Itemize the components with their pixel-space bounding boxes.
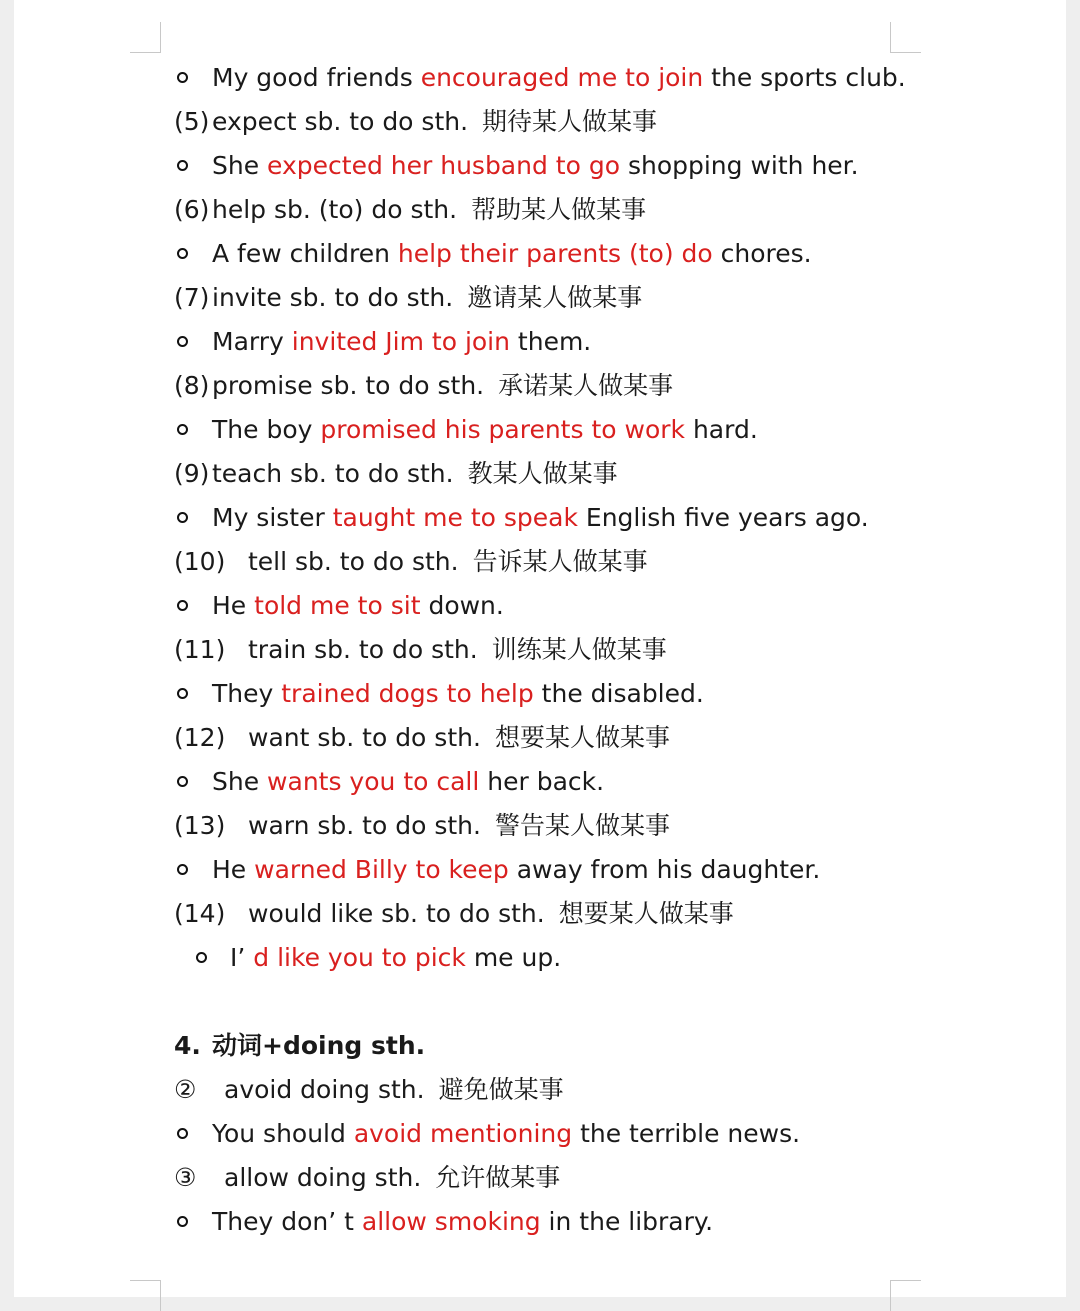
example-text-pre: Marry [212,327,292,356]
example-sentence [0,764,1080,800]
example-highlight: promised his parents to work [320,415,685,444]
pattern-line [0,1072,1080,1108]
example-sentence [0,940,1080,976]
example-sentence [0,500,1080,536]
pattern-english: promise sb. to do sth. [212,371,485,400]
pattern-line [0,720,1080,756]
pattern-text [212,368,673,404]
example-sentence [0,1204,1080,1240]
pattern-number: (6) [174,195,210,224]
example-text-pre: She [212,767,268,796]
bullet-icon [177,336,188,347]
example-text-pre: They don’ t [212,1207,362,1236]
pattern-english: would like sb. to do sth. [248,899,545,928]
pattern-text [212,280,642,316]
pattern-text [248,544,648,580]
example-text-post: the sports club. [703,63,906,92]
example-highlight: trained dogs to help [281,679,534,708]
example-text [230,940,561,976]
example-text [212,1116,800,1152]
bullet-icon [177,248,188,259]
example-highlight: encouraged me to join [420,63,704,92]
pattern-number: (10) [174,547,226,576]
example-highlight: avoid mentioning [353,1119,573,1148]
pattern-line [0,192,1080,228]
pattern-chinese: 避免做某事 [438,1075,564,1104]
example-text-pre: My sister [212,503,333,532]
pattern-chinese: 教某人做某事 [467,459,618,488]
example-sentence [0,1116,1080,1152]
pattern-chinese: 承诺某人做某事 [498,371,674,400]
example-highlight: expected her husband to go [267,151,621,180]
bullet-icon [177,72,188,83]
pattern-number: (7) [174,283,210,312]
example-text-pre: The boy [212,415,321,444]
pattern-number: ③ [174,1163,197,1192]
pattern-text [248,896,734,932]
example-text-pre: You should [212,1119,354,1148]
crop-mark-bottom-right [890,1280,921,1311]
pattern-chinese: 想要某人做某事 [494,723,670,752]
example-text-post: her back. [479,767,605,796]
bullet-icon [177,600,188,611]
pattern-chinese: 邀请某人做某事 [467,283,643,312]
example-text-pre: She [212,151,268,180]
example-text-post: English five years ago. [577,503,869,532]
pattern-english: warn sb. to do sth. [248,811,481,840]
example-highlight: allow smoking [361,1207,541,1236]
pattern-english: invite sb. to do sth. [212,283,454,312]
example-text [212,500,869,536]
pattern-line [0,1160,1080,1196]
example-highlight: invited Jim to join [291,327,510,356]
pattern-line [0,456,1080,492]
example-text-pre: I’ [230,943,254,972]
example-sentence [0,588,1080,624]
example-sentence [0,412,1080,448]
example-text [212,324,591,360]
example-text-pre: They [212,679,282,708]
pattern-line [0,104,1080,140]
pattern-line [0,808,1080,844]
pattern-english: avoid doing sth. [224,1075,425,1104]
example-text [212,236,812,272]
bullet-icon [177,864,188,875]
pattern-chinese: 告诉某人做某事 [472,547,648,576]
example-sentence [0,236,1080,272]
pattern-chinese: 警告某人做某事 [494,811,670,840]
example-sentence [0,852,1080,888]
example-text-post: the terrible news. [572,1119,801,1148]
pattern-line [0,544,1080,580]
example-text-pre: He [212,855,255,884]
bullet-icon [196,952,207,963]
pattern-english: allow doing sth. [224,1163,422,1192]
bullet-icon [177,424,188,435]
example-sentence [0,148,1080,184]
bullet-icon [177,160,188,171]
example-highlight: help their parents (to) do [397,239,713,268]
bullet-icon [177,1216,188,1227]
section-number: 4. [174,1031,201,1060]
bullet-icon [177,512,188,523]
pattern-chinese: 允许做某事 [435,1163,561,1192]
example-text-pre: A few children [212,239,398,268]
example-text-post: hard. [685,415,758,444]
pattern-chinese: 期待某人做某事 [482,107,658,136]
example-text-post: chores. [712,239,812,268]
example-sentence [0,676,1080,712]
pattern-english: train sb. to do sth. [248,635,478,664]
pattern-text [212,192,646,228]
pattern-number: ② [174,1075,197,1104]
pattern-text [248,808,670,844]
pattern-number: (8) [174,371,210,400]
pattern-english: expect sb. to do sth. [212,107,469,136]
pattern-english: help sb. (to) do sth. [212,195,458,224]
example-text [212,588,504,624]
pattern-number: (13) [174,811,226,840]
example-text-post: in the library. [540,1207,714,1236]
pattern-number: (14) [174,899,226,928]
example-text-post: shopping with her. [620,151,859,180]
pattern-line [0,632,1080,668]
example-text [212,1204,713,1240]
example-highlight: d like you to pick [253,943,466,972]
pattern-number: (11) [174,635,226,664]
example-sentence [0,60,1080,96]
example-highlight: wants you to call [267,767,480,796]
pattern-text [212,104,657,140]
pattern-english: want sb. to do sth. [248,723,481,752]
pattern-chinese: 帮助某人做某事 [471,195,647,224]
example-text [212,412,758,448]
bullet-icon [177,776,188,787]
pattern-line [0,896,1080,932]
pattern-text [224,1160,560,1196]
crop-mark-top-right [890,22,921,53]
pattern-english: tell sb. to do sth. [248,547,459,576]
example-text-post: them. [509,327,592,356]
example-text [212,764,604,800]
crop-mark-top-left [130,22,161,53]
example-highlight: told me to sit [254,591,421,620]
example-text [212,148,859,184]
bullet-icon [177,688,188,699]
example-text [212,852,820,888]
pattern-number: (12) [174,723,226,752]
pattern-line [0,280,1080,316]
pattern-chinese: 训练某人做某事 [491,635,667,664]
example-text [212,60,906,96]
crop-mark-bottom-left [130,1280,161,1311]
bullet-icon [177,1128,188,1139]
example-text-pre: My good friends [212,63,421,92]
pattern-text [224,1072,564,1108]
example-text-pre: He [212,591,255,620]
example-text-post: down. [420,591,504,620]
example-text-post: the disabled. [533,679,704,708]
pattern-chinese: 想要某人做某事 [558,899,734,928]
example-highlight: warned Billy to keep [254,855,509,884]
example-text-post: me up. [465,943,562,972]
section-heading [0,1028,1080,1064]
pattern-text [248,720,670,756]
pattern-number: (9) [174,459,210,488]
pattern-line [0,368,1080,404]
example-text-post: away from his daughter. [508,855,821,884]
example-highlight: taught me to speak [332,503,578,532]
example-sentence [0,324,1080,360]
pattern-text [212,456,618,492]
pattern-text [248,632,667,668]
section-title: 动词+doing sth. [212,1031,426,1060]
pattern-number: (5) [174,107,210,136]
example-text [212,676,704,712]
pattern-english: teach sb. to do sth. [212,459,454,488]
